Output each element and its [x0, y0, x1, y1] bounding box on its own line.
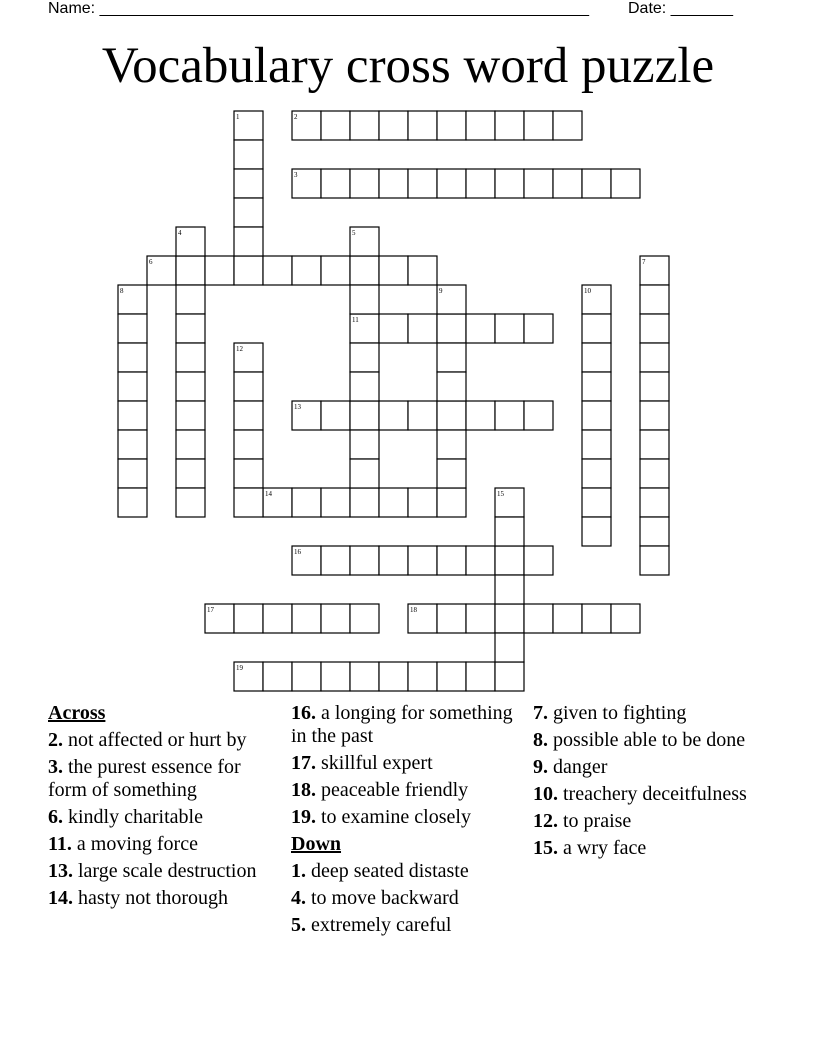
grid-cell[interactable]	[582, 604, 611, 633]
grid-cell[interactable]	[176, 488, 205, 517]
clue-text: treachery deceitfulness	[558, 783, 747, 805]
grid-cell[interactable]	[640, 314, 669, 343]
grid-cell[interactable]	[524, 314, 553, 343]
grid-cell[interactable]	[640, 517, 669, 546]
grid-cell[interactable]	[118, 401, 147, 430]
grid-cell[interactable]	[234, 198, 263, 227]
grid-cell[interactable]	[234, 372, 263, 401]
grid-cell[interactable]	[437, 430, 466, 459]
cell-number: 16	[294, 548, 301, 556]
grid-cell[interactable]	[640, 401, 669, 430]
grid-cell[interactable]	[321, 111, 350, 140]
grid-cell[interactable]	[582, 372, 611, 401]
grid-cell[interactable]	[437, 314, 466, 343]
grid-cell[interactable]	[379, 314, 408, 343]
grid-cell[interactable]	[234, 430, 263, 459]
grid-cell[interactable]	[495, 314, 524, 343]
clue-number: 12.	[533, 810, 558, 832]
grid-cell[interactable]	[118, 488, 147, 517]
clue-text: deep seated distaste	[306, 860, 469, 882]
grid-cell[interactable]	[437, 401, 466, 430]
clue-item	[48, 833, 278, 856]
grid-cell[interactable]	[234, 227, 263, 256]
grid-cell[interactable]	[118, 459, 147, 488]
grid-cell[interactable]	[495, 633, 524, 662]
cell-number: 14	[265, 490, 272, 498]
clue-column-3	[533, 702, 773, 864]
grid-cell[interactable]	[234, 488, 263, 517]
cell-number: 5	[352, 229, 356, 237]
clue-item	[533, 837, 773, 860]
clue-item	[291, 702, 521, 748]
clue-text: hasty not thorough	[73, 887, 228, 909]
cell-number: 3	[294, 171, 298, 179]
grid-cell[interactable]	[582, 517, 611, 546]
grid-cell[interactable]	[437, 111, 466, 140]
clue-number: 13.	[48, 860, 73, 882]
clue-column-2	[291, 702, 521, 941]
grid-cell[interactable]	[234, 604, 263, 633]
grid-cell[interactable]	[350, 662, 379, 691]
date-line: Date: _______	[628, 0, 733, 17]
clue-number: 8.	[533, 729, 548, 751]
clue-number: 4.	[291, 887, 306, 909]
clue-item	[533, 756, 773, 779]
grid-cell[interactable]	[176, 343, 205, 372]
cell-number: 6	[149, 258, 153, 266]
grid-cell[interactable]	[640, 430, 669, 459]
grid-cell[interactable]	[176, 459, 205, 488]
grid-cell[interactable]	[350, 459, 379, 488]
grid-cell[interactable]	[524, 111, 553, 140]
clue-text: danger	[548, 756, 608, 778]
grid-cell[interactable]	[553, 111, 582, 140]
clue-item	[533, 783, 773, 806]
clue-item	[291, 914, 521, 937]
grid-cell[interactable]	[408, 488, 437, 517]
grid-cell[interactable]	[379, 256, 408, 285]
grid-cell[interactable]	[350, 169, 379, 198]
grid-cell[interactable]	[582, 488, 611, 517]
grid-cell[interactable]	[611, 169, 640, 198]
cell-number: 15	[497, 490, 504, 498]
cell-number: 9	[439, 287, 443, 295]
clue-text: possible able to be done	[548, 729, 746, 751]
grid-cell[interactable]	[553, 169, 582, 198]
grid-cell[interactable]	[292, 256, 321, 285]
grid-cell[interactable]	[234, 459, 263, 488]
clue-text: to praise	[558, 810, 632, 832]
grid-cell[interactable]	[408, 314, 437, 343]
clue-item	[291, 860, 521, 883]
clue-number: 14.	[48, 887, 73, 909]
grid-cell[interactable]	[176, 314, 205, 343]
clue-text: the purest essence for form of something	[48, 756, 241, 801]
clue-text: to examine closely	[316, 806, 471, 828]
clue-text: given to fighting	[548, 702, 687, 724]
grid-cell[interactable]	[350, 343, 379, 372]
grid-cell[interactable]	[640, 459, 669, 488]
cell-number: 19	[236, 664, 243, 672]
clue-text: a wry face	[558, 837, 647, 859]
cell-number: 10	[584, 287, 591, 295]
cell-number: 11	[352, 316, 359, 324]
clue-text: peaceable friendly	[316, 779, 469, 801]
grid-cell[interactable]	[437, 662, 466, 691]
clue-item	[291, 752, 521, 775]
grid-cell[interactable]	[292, 604, 321, 633]
clue-text: skillful expert	[316, 752, 433, 774]
clue-item	[533, 702, 773, 725]
grid-cell[interactable]	[582, 401, 611, 430]
clue-item	[48, 860, 278, 883]
grid-cell[interactable]	[640, 488, 669, 517]
puzzle-title: Vocabulary cross word puzzle	[101, 38, 715, 94]
grid-cell[interactable]	[350, 401, 379, 430]
grid-cell[interactable]	[263, 604, 292, 633]
cell-number: 12	[236, 345, 243, 353]
grid-cell[interactable]	[379, 169, 408, 198]
cell-number: 17	[207, 606, 214, 614]
clue-text: not affected or hurt by	[63, 729, 247, 751]
grid-cell[interactable]	[234, 401, 263, 430]
grid-cell[interactable]	[321, 401, 350, 430]
clue-number: 3.	[48, 756, 63, 778]
grid-cell[interactable]	[350, 285, 379, 314]
grid-cell[interactable]	[466, 604, 495, 633]
clue-text: to move backward	[306, 887, 459, 909]
clue-text: a longing for something in the past	[291, 702, 513, 747]
grid-cell[interactable]	[408, 169, 437, 198]
clue-number: 17.	[291, 752, 316, 774]
clue-text: a moving force	[71, 833, 198, 855]
across-heading: Across	[48, 702, 106, 724]
grid-cell[interactable]	[408, 256, 437, 285]
clue-text: extremely careful	[306, 914, 452, 936]
grid-cell[interactable]	[292, 488, 321, 517]
grid-cell[interactable]	[118, 343, 147, 372]
grid-cell[interactable]	[495, 517, 524, 546]
grid-cell[interactable]	[437, 372, 466, 401]
name-line: Name: _______________________________________________________	[48, 0, 589, 17]
grid-cell[interactable]	[263, 256, 292, 285]
grid-cell[interactable]	[524, 604, 553, 633]
grid-cell[interactable]	[176, 401, 205, 430]
grid-cell[interactable]	[640, 343, 669, 372]
grid-cell[interactable]	[408, 401, 437, 430]
grid-cell[interactable]	[582, 343, 611, 372]
grid-cell[interactable]	[437, 488, 466, 517]
clue-number: 1.	[291, 860, 306, 882]
grid-cell[interactable]	[437, 169, 466, 198]
grid-cell[interactable]	[524, 546, 553, 575]
clue-item	[48, 729, 278, 752]
grid-cell[interactable]	[350, 256, 379, 285]
grid-cell[interactable]	[524, 401, 553, 430]
cell-number: 8	[120, 287, 124, 295]
clue-item	[291, 779, 521, 802]
grid-cell[interactable]	[321, 256, 350, 285]
grid-cell[interactable]	[321, 662, 350, 691]
grid-cell[interactable]	[350, 372, 379, 401]
grid-cell[interactable]	[437, 459, 466, 488]
grid-cell[interactable]	[321, 604, 350, 633]
clue-item	[291, 806, 521, 829]
cell-number: 4	[178, 229, 182, 237]
clue-number: 2.	[48, 729, 63, 751]
grid-cell[interactable]	[263, 662, 292, 691]
grid-cell[interactable]	[408, 111, 437, 140]
clue-number: 5.	[291, 914, 306, 936]
grid-cell[interactable]	[466, 314, 495, 343]
grid-cell[interactable]	[292, 662, 321, 691]
grid-cell[interactable]	[408, 546, 437, 575]
grid-cell[interactable]	[582, 459, 611, 488]
grid-cell[interactable]	[582, 314, 611, 343]
grid-cell[interactable]	[234, 140, 263, 169]
grid-cell[interactable]	[466, 401, 495, 430]
grid-cell[interactable]	[350, 111, 379, 140]
grid-cell[interactable]	[466, 169, 495, 198]
grid-cell[interactable]	[524, 169, 553, 198]
cell-number: 7	[642, 258, 646, 266]
grid-cell[interactable]	[437, 546, 466, 575]
grid-cell[interactable]	[495, 546, 524, 575]
clue-number: 10.	[533, 783, 558, 805]
clue-number: 6.	[48, 806, 63, 828]
clue-number: 18.	[291, 779, 316, 801]
down-heading: Down	[291, 833, 342, 855]
grid-cell[interactable]	[379, 488, 408, 517]
grid-cell[interactable]	[176, 430, 205, 459]
grid-cell[interactable]	[582, 169, 611, 198]
clue-number: 19.	[291, 806, 316, 828]
grid-cell[interactable]	[350, 488, 379, 517]
grid-cell[interactable]	[640, 372, 669, 401]
grid-cell[interactable]	[321, 169, 350, 198]
clue-item	[533, 729, 773, 752]
grid-cell[interactable]	[118, 430, 147, 459]
grid-cell[interactable]	[118, 372, 147, 401]
grid-cell[interactable]	[379, 111, 408, 140]
grid-cell[interactable]	[118, 314, 147, 343]
grid-cell[interactable]	[321, 488, 350, 517]
grid-cell[interactable]	[234, 256, 263, 285]
grid-cell[interactable]	[495, 401, 524, 430]
grid-cell[interactable]	[466, 546, 495, 575]
grid-cell[interactable]	[176, 372, 205, 401]
grid-cell[interactable]	[379, 662, 408, 691]
grid-cell[interactable]	[611, 604, 640, 633]
clue-number: 7.	[533, 702, 548, 724]
clue-column-1	[48, 702, 278, 914]
grid-cell[interactable]	[495, 169, 524, 198]
grid-cell[interactable]	[234, 169, 263, 198]
clue-item	[48, 756, 278, 802]
grid-cell[interactable]	[350, 546, 379, 575]
grid-cell[interactable]	[495, 575, 524, 604]
grid-cell[interactable]	[466, 111, 495, 140]
grid-cell[interactable]	[553, 604, 582, 633]
cell-number: 1	[236, 113, 240, 121]
cell-number: 13	[294, 403, 301, 411]
grid-cell[interactable]	[205, 256, 234, 285]
cell-number: 18	[410, 606, 417, 614]
grid-cell[interactable]	[408, 662, 437, 691]
grid-cell[interactable]	[495, 662, 524, 691]
clue-item	[533, 810, 773, 833]
grid-cell[interactable]	[379, 401, 408, 430]
grid-cell[interactable]	[582, 430, 611, 459]
grid-cell[interactable]	[176, 256, 205, 285]
clue-item	[48, 887, 278, 910]
grid-cell[interactable]	[350, 604, 379, 633]
grid-cell[interactable]	[379, 546, 408, 575]
grid-cell[interactable]	[466, 662, 495, 691]
grid-cell[interactable]	[495, 111, 524, 140]
grid-cell[interactable]	[176, 285, 205, 314]
grid-cell[interactable]	[350, 430, 379, 459]
clue-item	[291, 887, 521, 910]
cell-number: 2	[294, 113, 298, 121]
clue-number: 15.	[533, 837, 558, 859]
clue-text: kindly charitable	[63, 806, 203, 828]
clue-number: 11.	[48, 833, 72, 855]
clue-number: 16.	[291, 702, 316, 724]
grid-cell[interactable]	[640, 285, 669, 314]
clue-item	[48, 806, 278, 829]
clue-number: 9.	[533, 756, 548, 778]
grid-cell[interactable]	[437, 604, 466, 633]
grid-cell[interactable]	[640, 546, 669, 575]
clue-text: large scale destruction	[73, 860, 257, 882]
grid-cell[interactable]	[437, 343, 466, 372]
grid-cell[interactable]	[321, 546, 350, 575]
grid-cell[interactable]	[495, 604, 524, 633]
